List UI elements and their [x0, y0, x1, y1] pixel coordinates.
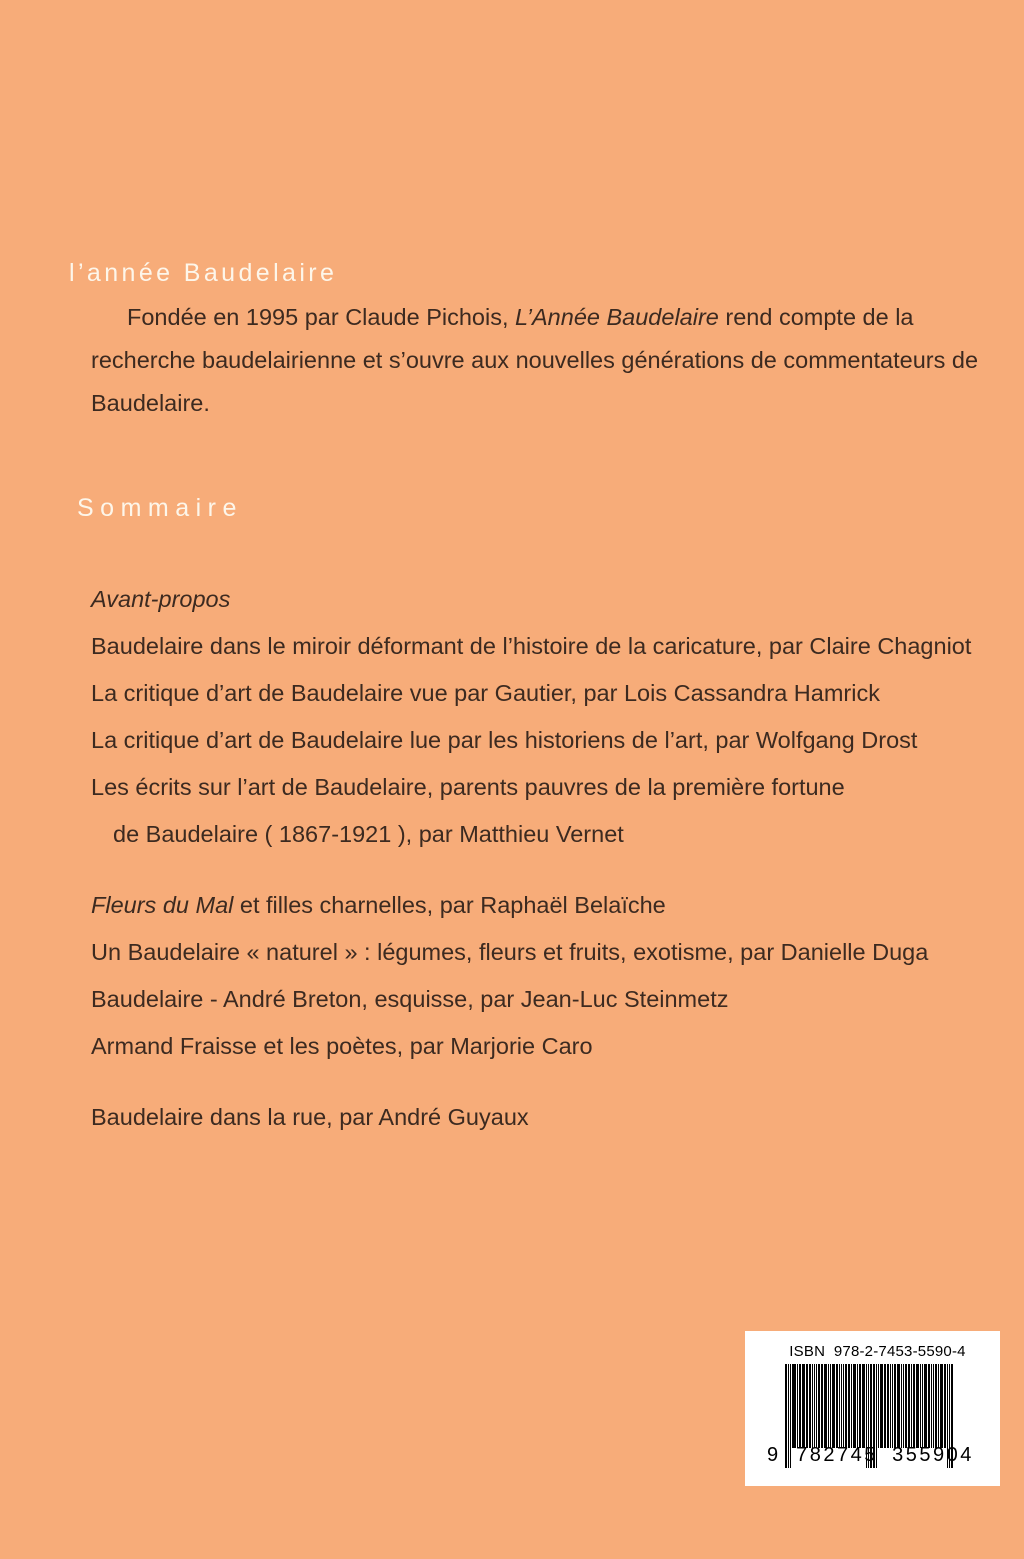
journal-description-part1: Fondée en 1995 par Claude Pichois,	[127, 304, 516, 330]
barcode-bar	[944, 1364, 946, 1448]
isbn-number: 978-2-7453-5590-4	[833, 1343, 966, 1360]
barcode-bar	[832, 1364, 835, 1448]
barcode-bar	[892, 1364, 893, 1448]
barcode-bars	[785, 1364, 954, 1448]
toc-spacer	[91, 858, 1021, 882]
barcode-bar	[922, 1364, 923, 1448]
sommaire-heading: Sommaire	[77, 494, 243, 522]
barcode-bar	[830, 1364, 831, 1448]
journal-description-part2: rend compte de la recherche baudelairienne et s’ouvre aux nouvelles générations de commentateurs de Baudelaire.	[91, 304, 979, 416]
barcode-bar	[880, 1364, 883, 1448]
barcode-bar	[913, 1364, 915, 1448]
barcode-bar	[931, 1364, 932, 1448]
barcode-bar	[853, 1364, 856, 1448]
barcode-bar	[903, 1364, 904, 1448]
barcode-bar	[806, 1364, 808, 1448]
toc-entry: Avant-propos	[91, 586, 231, 612]
barcode-bar	[814, 1364, 815, 1448]
toc-entry-text: et filles charnelles, par Raphaël Belaïche	[233, 892, 666, 918]
barcode-bar	[839, 1364, 840, 1448]
barcode-bar	[857, 1364, 858, 1448]
barcode-bar	[821, 1364, 823, 1448]
barcode-bar	[908, 1364, 910, 1448]
barcode-bar	[928, 1364, 930, 1448]
barcode-bar	[890, 1364, 891, 1448]
toc-entry: de Baudelaire ( 1867-1921 ), par Matthieu Vernet	[113, 821, 624, 847]
barcode-bar	[836, 1364, 838, 1448]
toc-entry: Un Baudelaire « naturel » : légumes, fleurs et fruits, exotisme, par Danielle Duga	[91, 939, 929, 965]
toc-entry: La critique d’art de Baudelaire vue par Gautier, par Lois Cassandra Hamrick	[91, 680, 880, 706]
barcode-bar	[848, 1364, 850, 1448]
toc-entry: La critique d’art de Baudelaire lue par les historiens de l’art, par Wolfgang Drost	[91, 727, 918, 753]
isbn-label: ISBN	[789, 1343, 826, 1360]
barcode-bar	[940, 1364, 943, 1448]
barcode-bar	[884, 1364, 886, 1448]
barcode-bar	[935, 1364, 937, 1448]
barcode-bar	[901, 1364, 902, 1448]
barcode-box	[745, 1331, 1000, 1486]
barcode-bar	[938, 1364, 939, 1448]
toc-entry: Armand Fraisse et les poètes, par Marjorie Caro	[91, 1033, 593, 1059]
barcode-digits	[767, 1444, 986, 1467]
journal-heading-block	[69, 258, 1015, 425]
toc-entry: Baudelaire dans le miroir déformant de l’histoire de la caricature, par Claire Chagniot	[91, 633, 972, 659]
barcode-bar	[905, 1364, 907, 1448]
barcode-bar	[818, 1364, 820, 1448]
barcode-bar	[809, 1364, 811, 1448]
barcode-bar	[920, 1364, 921, 1448]
barcode-bar	[828, 1364, 829, 1448]
barcode-bar	[924, 1364, 927, 1448]
barcode-graphic	[767, 1364, 986, 1469]
journal-title: l’année Baudelaire	[69, 259, 338, 287]
barcode-bar	[824, 1364, 827, 1448]
barcode-bar	[841, 1364, 842, 1448]
barcode-bar	[916, 1364, 919, 1448]
barcode-bar	[816, 1364, 817, 1448]
barcode-digits-left: 782745	[796, 1444, 878, 1466]
barcode-bar	[887, 1364, 889, 1448]
barcode-bar	[859, 1364, 861, 1448]
barcode-bar	[897, 1364, 900, 1448]
barcode-digits-right: 355904	[892, 1444, 974, 1466]
journal-description	[69, 296, 1015, 425]
barcode-bar	[802, 1364, 805, 1448]
journal-description-italic-title: L’Année Baudelaire	[515, 304, 719, 330]
barcode-bar	[797, 1364, 798, 1448]
barcode-bar	[812, 1364, 813, 1448]
barcode-bar	[933, 1364, 934, 1448]
barcode-bar	[878, 1364, 879, 1448]
barcode-bar	[911, 1364, 912, 1448]
toc-spacer	[91, 1070, 1021, 1094]
barcode-bar	[851, 1364, 852, 1448]
toc-entry: Baudelaire dans la rue, par André Guyaux	[91, 1104, 529, 1130]
toc-entry	[91, 882, 1021, 929]
barcode-bar	[862, 1364, 865, 1448]
barcode-bar	[799, 1364, 801, 1448]
barcode-bar	[894, 1364, 896, 1448]
barcode-bar	[845, 1364, 847, 1448]
toc-entry-italic-title: Fleurs du Mal	[91, 892, 234, 918]
barcode-bar	[843, 1364, 844, 1448]
toc-entry: Baudelaire - André Breton, esquisse, par Jean-Luc Steinmetz	[91, 986, 729, 1012]
toc-entry: Les écrits sur l’art de Baudelaire, parents pauvres de la première fortune	[91, 774, 845, 800]
isbn-line	[769, 1343, 986, 1360]
barcode-digit-lead: 9	[767, 1444, 779, 1466]
table-of-contents	[91, 576, 1021, 1141]
barcode-bar	[792, 1364, 796, 1448]
